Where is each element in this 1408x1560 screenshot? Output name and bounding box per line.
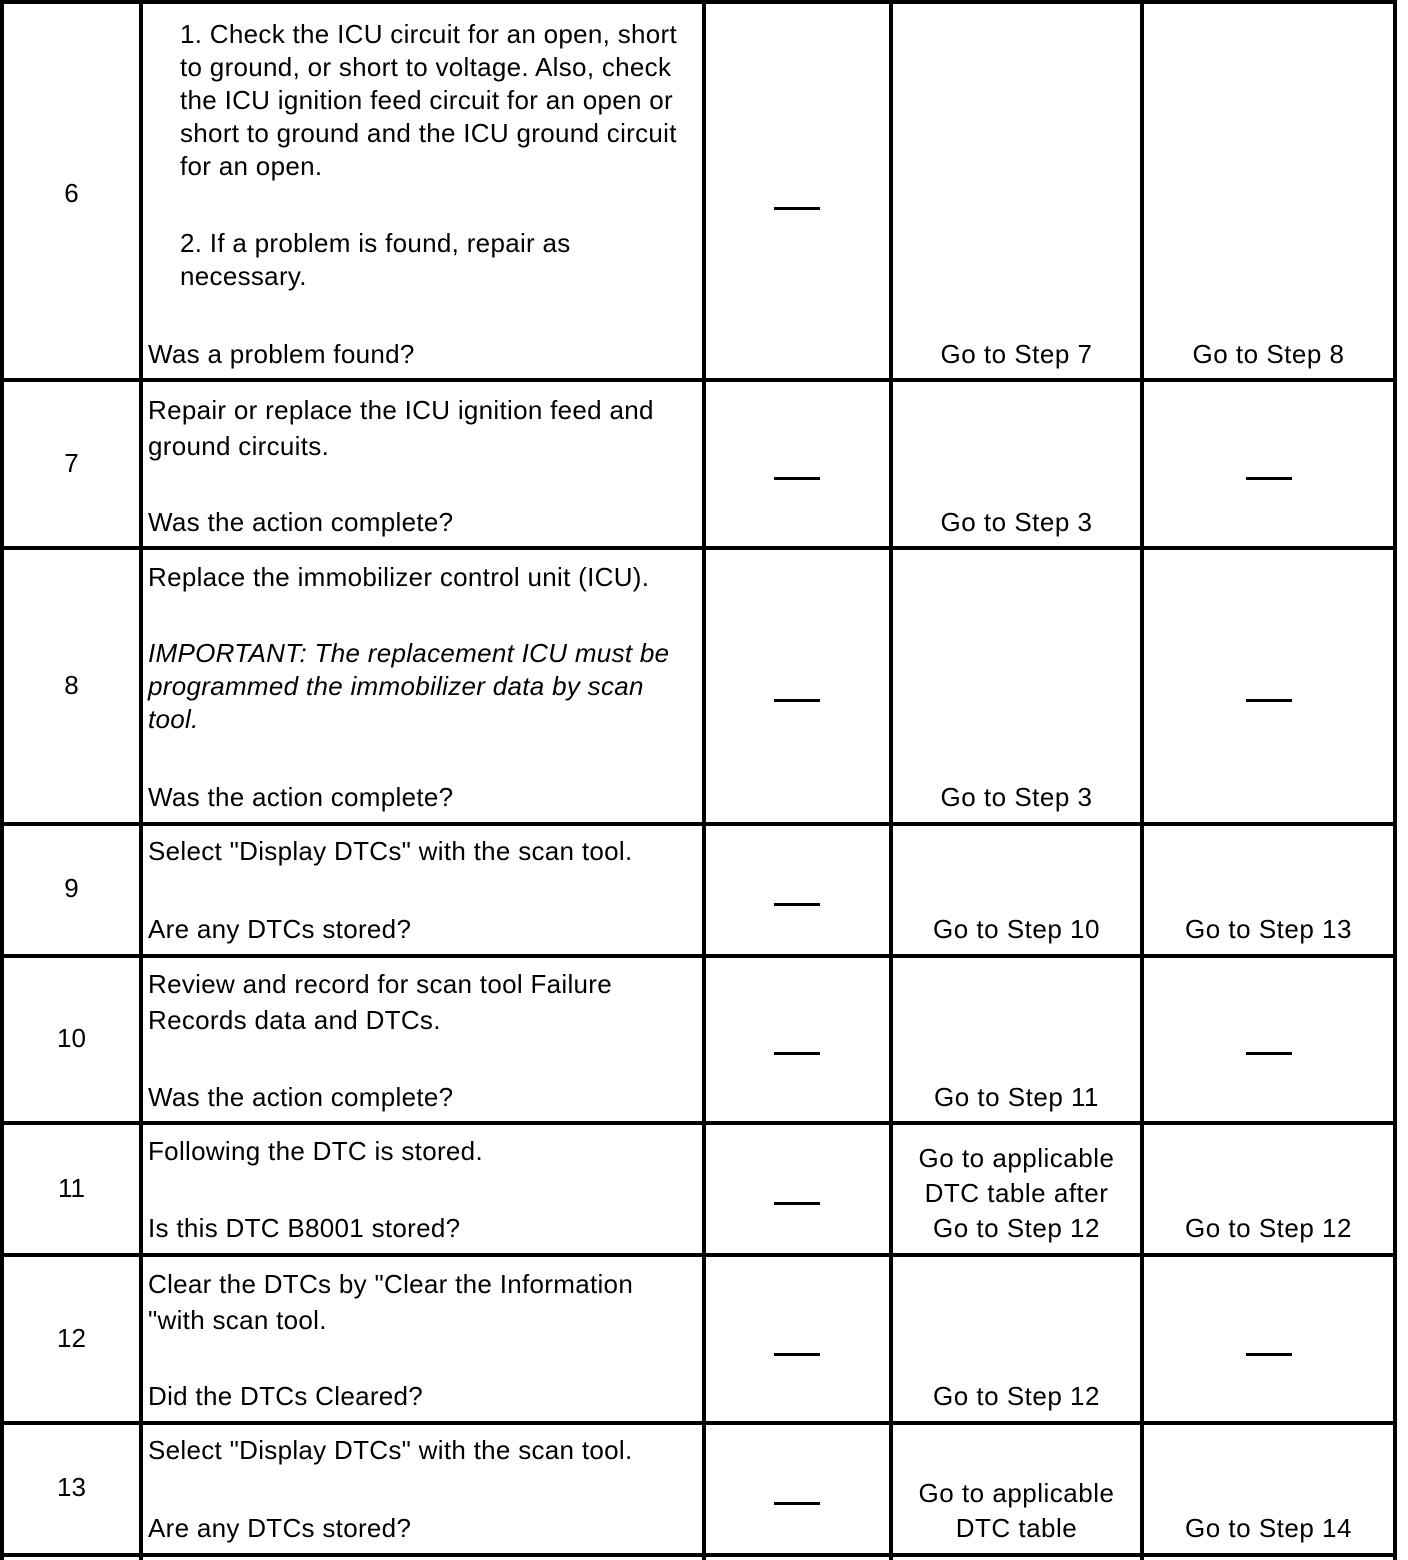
grid-line [0,378,1397,382]
value-empty-dash [774,1052,820,1055]
grid-line [1140,0,1144,1560]
step-number: 13 [57,1472,86,1502]
grid-line [0,954,1397,958]
value-empty-dash [774,699,820,702]
step-number: 6 [64,178,79,208]
yes-result: Go to Step 11 [933,1082,1099,1112]
grid-line [1393,0,1397,1560]
no-result-empty-dash [1246,1052,1292,1055]
yes-result: Go to applicable DTC table after Go to Step 12 [918,1143,1115,1243]
question-text: Did the DTCs Cleared? [148,1381,424,1411]
no-result: Go to Step 14 [1185,1513,1352,1543]
no-result: Go to Step 13 [1185,914,1352,944]
yes-result: Go to Step 3 [940,782,1093,812]
step-number: 8 [64,670,79,700]
question-text: Was the action complete? [148,782,454,812]
action-text: Select "Display DTCs" with the scan tool. [148,1435,633,1465]
action-text: Replace the immobilizer control unit (ICU). [148,562,650,592]
question-text: Are any DTCs stored? [148,1513,412,1543]
no-result-empty-dash [1246,1353,1292,1356]
grid-line [0,1421,1397,1425]
action-text: 1. Check the ICU circuit for an open, short to ground, or short to voltage. Also, check the ICU ignition feed circuit for an open or short to ground and the ICU ground circuit for an open. [180,19,678,181]
action-text: Select "Display DTCs" with the scan tool. [148,836,633,866]
value-empty-dash [774,477,820,480]
value-empty-dash [774,903,820,906]
yes-result: Go to Step 3 [940,507,1093,537]
no-result-empty-dash [1246,477,1292,480]
action-text: Repair or replace the ICU ignition feed and ground circuits. [148,395,654,461]
yes-result: Go to Step 10 [933,914,1100,944]
value-empty-dash [774,1502,820,1505]
question-text: Are any DTCs stored? [148,914,412,944]
grid-line [0,822,1397,826]
yes-result: Go to applicable DTC table [918,1478,1115,1543]
yes-result: Go to Step 7 [940,339,1093,369]
important-note: IMPORTANT: The replacement ICU must be programmed the immobilizer data by scan tool. [148,638,670,734]
grid-line [0,1253,1397,1257]
grid-line [0,0,1397,4]
action-text: Following the DTC is stored. [148,1136,483,1166]
no-result-empty-dash [1246,699,1292,702]
step-number: 9 [64,873,79,903]
question-text: Was a problem found? [148,339,415,369]
question-text: Was the action complete? [148,507,454,537]
action-text: 2. If a problem is found, repair as necessary. [180,228,571,291]
question-text: Was the action complete? [148,1082,454,1112]
value-empty-dash [774,1353,820,1356]
grid-line [0,1121,1397,1125]
value-empty-dash [774,207,820,210]
question-text: Is this DTC B8001 stored? [148,1213,461,1243]
grid-line [0,1553,1397,1557]
no-result: Go to Step 8 [1192,339,1345,369]
action-text: Clear the DTCs by "Clear the Information "with scan tool. [148,1269,634,1335]
grid-line [0,546,1397,550]
step-number: 10 [57,1023,86,1053]
step-number: 11 [58,1173,85,1203]
yes-result: Go to Step 12 [933,1381,1100,1411]
step-number: 7 [64,448,79,478]
step-number: 12 [57,1323,86,1353]
grid-line [702,0,706,1560]
no-result: Go to Step 12 [1185,1213,1352,1243]
value-empty-dash [774,1202,820,1205]
action-text: Review and record for scan tool Failure Records data and DTCs. [148,969,613,1035]
